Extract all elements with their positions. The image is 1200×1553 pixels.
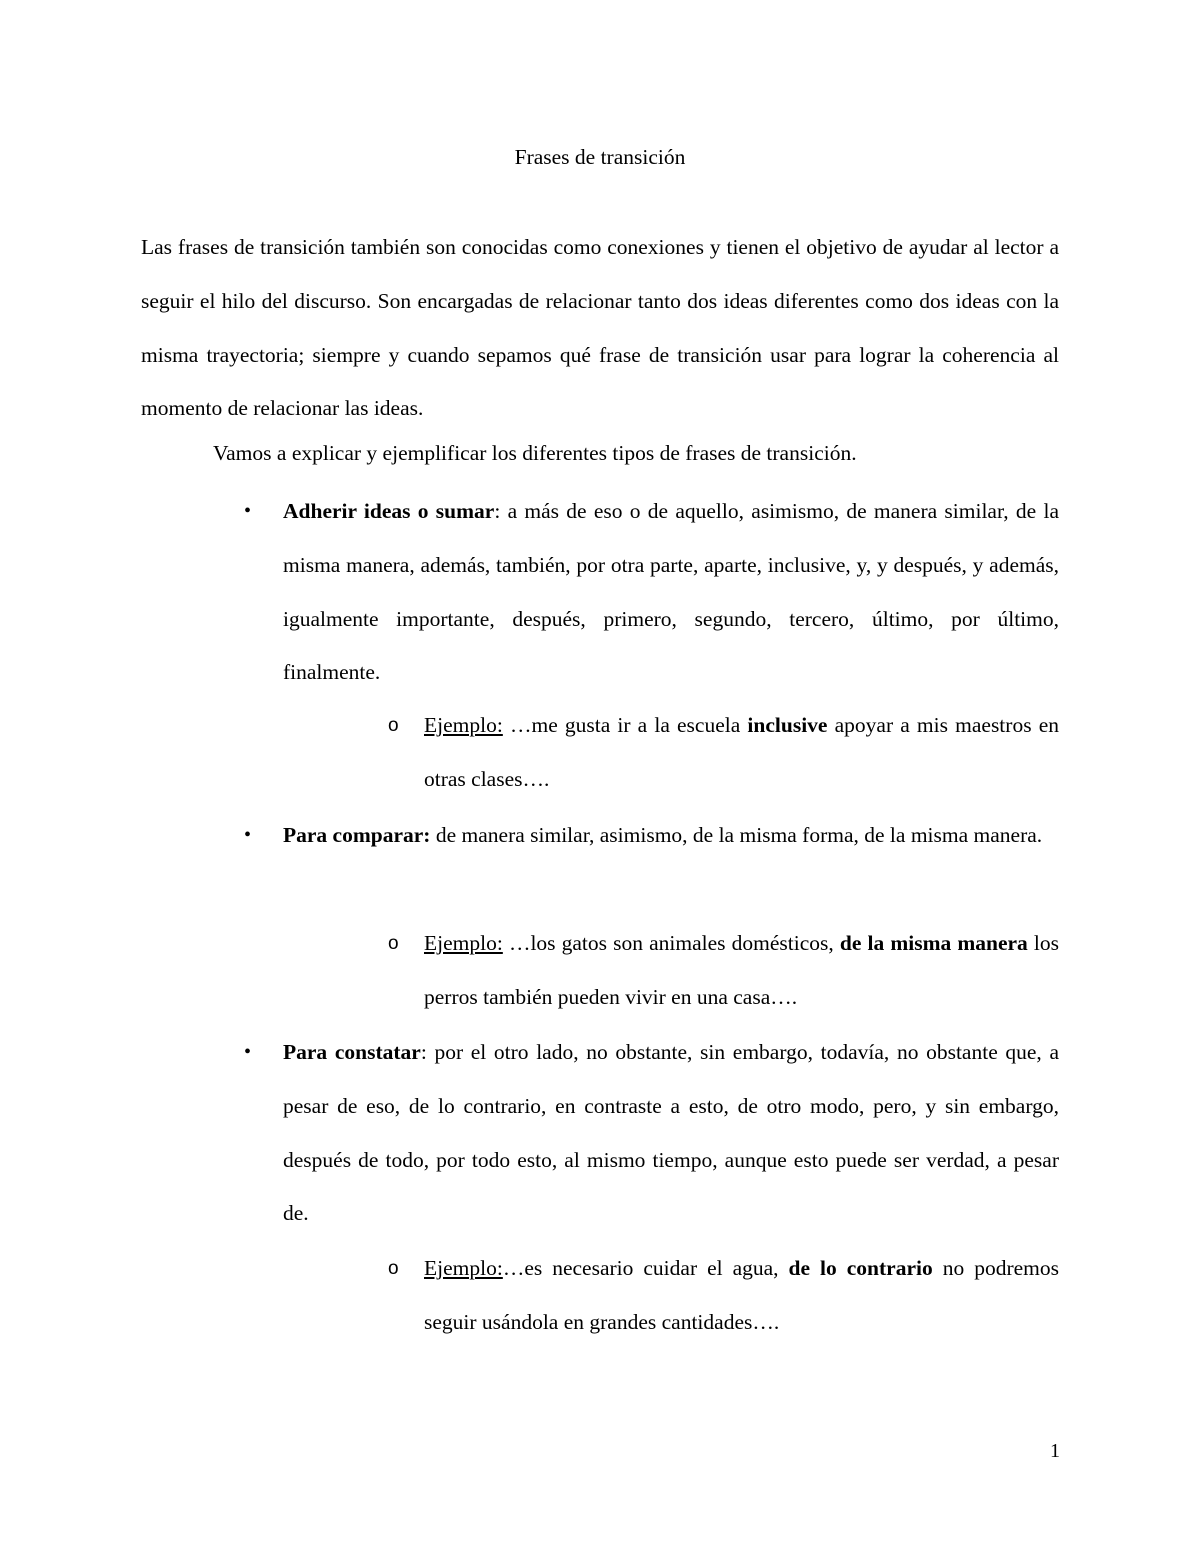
intro-paragraph: Las frases de transición también son conocidas como conexiones y tienen el objetivo de ayudar al lector a seguir el hilo del discurso. Son encargadas de relacionar tanto dos ideas diferentes como dos ideas con la misma trayectoria; siempre y cuando sepamos qué frase de transición usar para lograr la coherencia al momento de relacionar las ideas. <box>141 235 1059 421</box>
example-highlight: inclusive <box>747 713 828 737</box>
item-heading-sep: : <box>494 499 501 523</box>
sub-bullet-icon: o <box>388 1258 399 1279</box>
list-item-comparar <box>283 809 1059 863</box>
bullet-icon: • <box>244 500 252 522</box>
example-text-before: …me gusta ir a la escuela <box>502 713 748 737</box>
example-comparar <box>424 917 1059 1025</box>
list-item-constatar <box>283 1026 1059 1241</box>
item-text: de manera similar, asimismo, de la misma forma, de la misma manera. <box>430 823 1043 847</box>
example-text-after: los perros también pueden vivir en una casa…. <box>424 931 1059 1009</box>
example-label: Ejemplo: <box>424 931 503 955</box>
page-number: 1 <box>1050 1440 1060 1462</box>
example-text-before: …los gatos son animales domésticos, <box>502 931 840 955</box>
example-constatar <box>424 1242 1059 1350</box>
sub-bullet-icon: o <box>388 933 399 954</box>
item-heading: Para comparar: <box>283 823 431 847</box>
example-highlight: de la misma manera <box>839 931 1028 955</box>
bullet-icon: • <box>244 824 252 846</box>
example-adherir <box>424 699 1059 807</box>
example-text-after: no podremos seguir usándola en grandes cantidades…. <box>424 1256 1059 1334</box>
bullet-icon: • <box>244 1041 252 1063</box>
example-label: Ejemplo: <box>424 1256 503 1280</box>
example-text-before: …es necesario cuidar el agua, <box>502 1256 789 1280</box>
item-heading: Para constatar <box>283 1040 421 1064</box>
example-highlight: de lo contrario <box>788 1256 933 1280</box>
example-text-after: apoyar a mis maestros en otras clases…. <box>424 713 1059 791</box>
sub-bullet-icon: o <box>388 715 399 736</box>
list-item-adherir <box>283 485 1059 700</box>
item-heading-sep: : <box>420 1040 427 1064</box>
lead-paragraph: Vamos a explicar y ejemplificar los diferentes tipos de frases de transición. <box>213 441 857 465</box>
example-label: Ejemplo: <box>424 713 503 737</box>
item-text: por el otro lado, no obstante, sin embargo, todavía, no obstante que, a pesar de eso, de lo contrario, en contraste a esto, de otro modo, pero, y sin embargo, después de todo, por todo esto, al mismo tiempo, aunque esto puede ser verdad, a pesar de. <box>283 1040 1059 1226</box>
item-heading: Adherir ideas o sumar <box>283 499 495 523</box>
page-title: Frases de transición <box>514 145 686 169</box>
item-text: a más de eso o de aquello, asimismo, de manera similar, de la misma manera, además, también, por otra parte, aparte, inclusive, y, y después, y además, igualmente importante, después, primero, segundo, tercero, último, por último, finalmente. <box>283 499 1059 685</box>
